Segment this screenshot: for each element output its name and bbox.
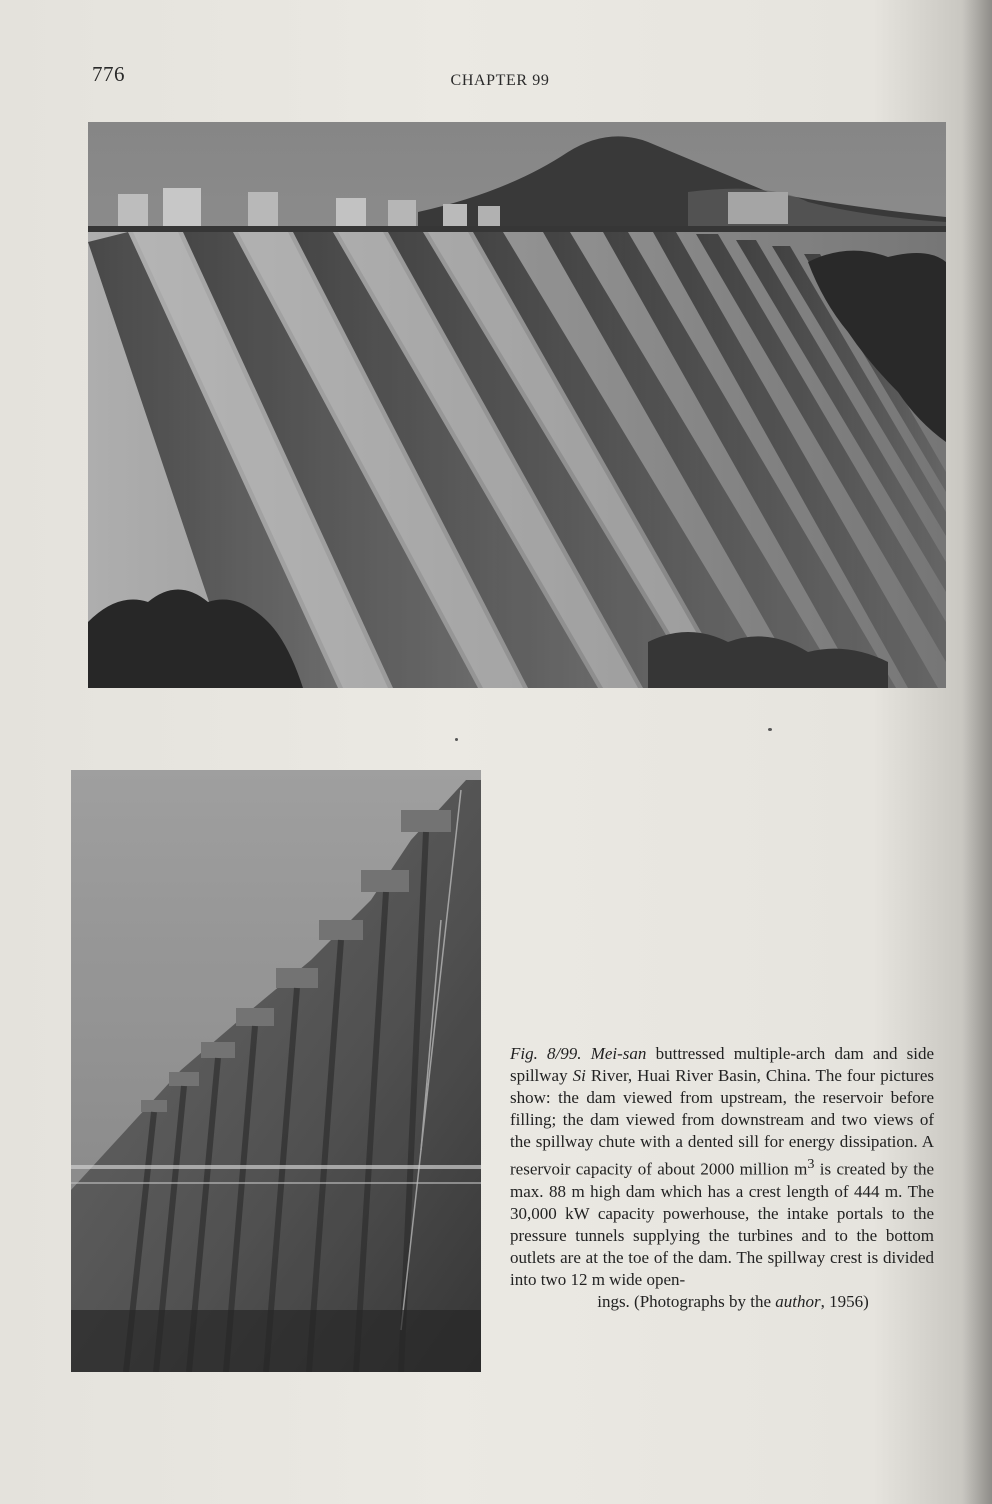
caption-last-line-1: ings. (Photographs by the	[597, 1291, 776, 1311]
figure-caption	[510, 1043, 934, 1313]
running-head-chapter: CHAPTER 99	[450, 72, 550, 89]
caption-river-name: Si	[572, 1066, 586, 1085]
caption-superscript: 3	[807, 1156, 815, 1172]
caption-text-2: River, Huai River Basin, China. The four pictures show: the dam viewed from upstream, the reservoir before filling; the dam viewed from downstream and two views of the spillway chute with a dented sill for energy dissipation. A reservoir capacity of about 2000 million m	[510, 1066, 935, 1179]
caption-fig-label: Fig. 8/99.	[510, 1044, 582, 1063]
page-number: 776	[92, 62, 125, 86]
caption-dam-name: Mei-san	[590, 1044, 647, 1063]
caption-text-1: buttressed multiple-arch dam and side spillway	[510, 1044, 935, 1085]
caption-last-line-2: , 1956)	[820, 1291, 869, 1311]
caption-last-line	[510, 1291, 934, 1313]
caption-text-3: is created by the max. 88 m high dam which has a crest length of 444 m. The 30,000 kW capacity powerhouse, the intake portals to the pressure tunnels supplying the turbines and to the bottom outlets are at the toe of the dam. The spillway crest is divided into two 12 m wide open-	[510, 1159, 934, 1289]
dam-downstream-view-photo	[71, 770, 481, 1372]
caption-author-word: author	[775, 1291, 821, 1311]
page-speck	[455, 738, 458, 741]
page-speck	[768, 728, 772, 731]
dam-upstream-view-photo	[88, 122, 946, 688]
caption-body	[510, 1043, 934, 1291]
